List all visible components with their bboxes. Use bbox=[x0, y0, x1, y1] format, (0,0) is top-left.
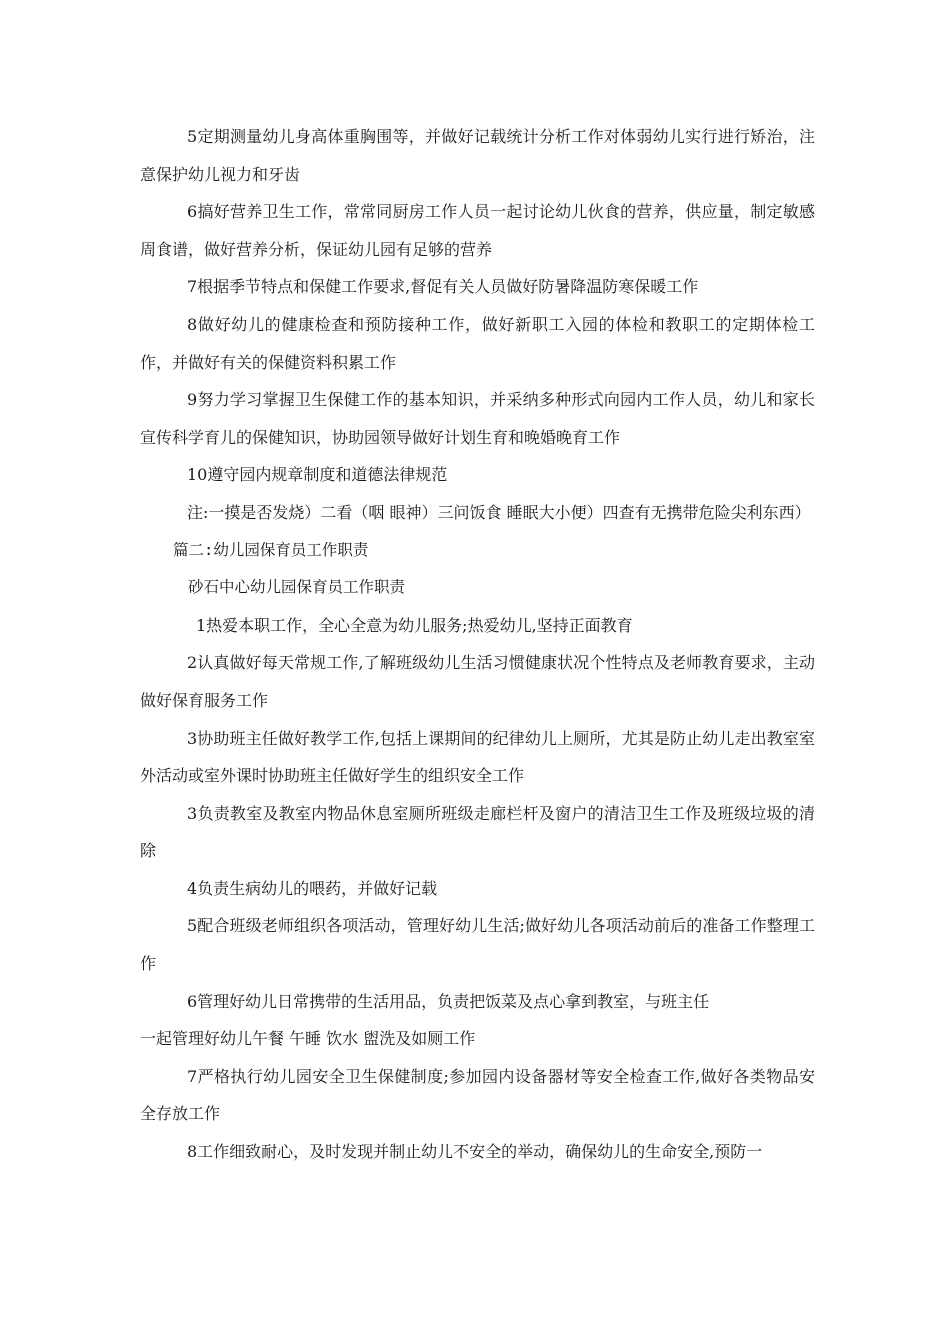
paragraph-5: 5定期测量幼儿身高体重胸围等，并做好记载统计分析工作对体弱幼儿实行进行矫治，注意保护幼儿视力和牙齿 bbox=[140, 127, 815, 184]
paragraph-7: 7根据季节特点和保健工作要求,督促有关人员做好防暑降温防寒保暖工作 bbox=[187, 277, 699, 297]
duty-item-3b: 3负责教室及教室内物品休息室厕所班级走廊栏杆及窗户的清洁卫生工作及班级垃圾的清除 bbox=[140, 803, 815, 861]
duty-item-8: 8工作细致耐心，及时发现并制止幼儿不安全的举动，确保幼儿的生命安全,预防一 bbox=[187, 1142, 763, 1162]
duty-item-1: 1热爱本职工作，全心全意为幼儿服务;热爱幼儿,坚持正面教育 bbox=[196, 615, 633, 635]
paragraph-9: 9努力学习掌握卫生保健工作的基本知识，并采纳多种形式向园内工作人员，幼儿和家长宣传科学育儿的保健知识，协助园领导做好计划生育和晚婚晚育工作 bbox=[140, 390, 815, 447]
document-subtitle: 砂石中心幼儿园保育员工作职责 bbox=[188, 578, 406, 597]
paragraph-8: 8做好幼儿的健康检查和预防接种工作，做好新职工入园的体检和教职工的定期体检工作，并做好有关的保健资料积累工作 bbox=[140, 314, 815, 372]
document-body bbox=[140, 118, 815, 1171]
duty-item-6-line1: 6管理好幼儿日常携带的生活用品，负责把饭菜及点心拿到教室，与班主任 bbox=[187, 991, 710, 1011]
section-title: 篇二:幼儿园保育员工作职责 bbox=[173, 540, 369, 559]
paragraph-10: 10遵守园内规章制度和道德法律规范 bbox=[187, 465, 448, 485]
duty-item-5: 5配合班级老师组织各项活动，管理好幼儿生活;做好幼儿各项活动前后的准备工作整理工作 bbox=[140, 916, 815, 974]
duty-item-7: 7严格执行幼儿园安全卫生保健制度;参加园内设备器材等安全检查工作,做好各类物品安全存放工作 bbox=[140, 1066, 815, 1124]
duty-item-2: 2认真做好每天常规工作,了解班级幼儿生活习惯健康状况个性特点及老师教育要求，主动做好保育服务工作 bbox=[140, 653, 815, 710]
duty-item-6-line2: 一起管理好幼儿午餐 午睡 饮水 盥洗及如厕工作 bbox=[140, 1029, 476, 1049]
duty-item-6 bbox=[140, 983, 815, 1058]
duty-item-4: 4负责生病幼儿的喂药，并做好记载 bbox=[187, 878, 438, 898]
paragraph-6: 6搞好营养卫生工作，常常同厨房工作人员一起讨论幼儿伙食的营养，供应量，制定敏感周食谱，做好营养分析，保证幼儿园有足够的营养 bbox=[140, 202, 815, 259]
paragraph-note: 注:一摸是否发烧）二看（咽 眼神）三问饭食 睡眠大小便）四查有无携带危险尖利东西） bbox=[187, 502, 811, 522]
duty-item-3a: 3协助班主任做好教学工作,包括上课期间的纪律幼儿上厕所，尤其是防止幼儿走出教室室外活动或室外课时协助班主任做好学生的组织安全工作 bbox=[140, 728, 815, 786]
